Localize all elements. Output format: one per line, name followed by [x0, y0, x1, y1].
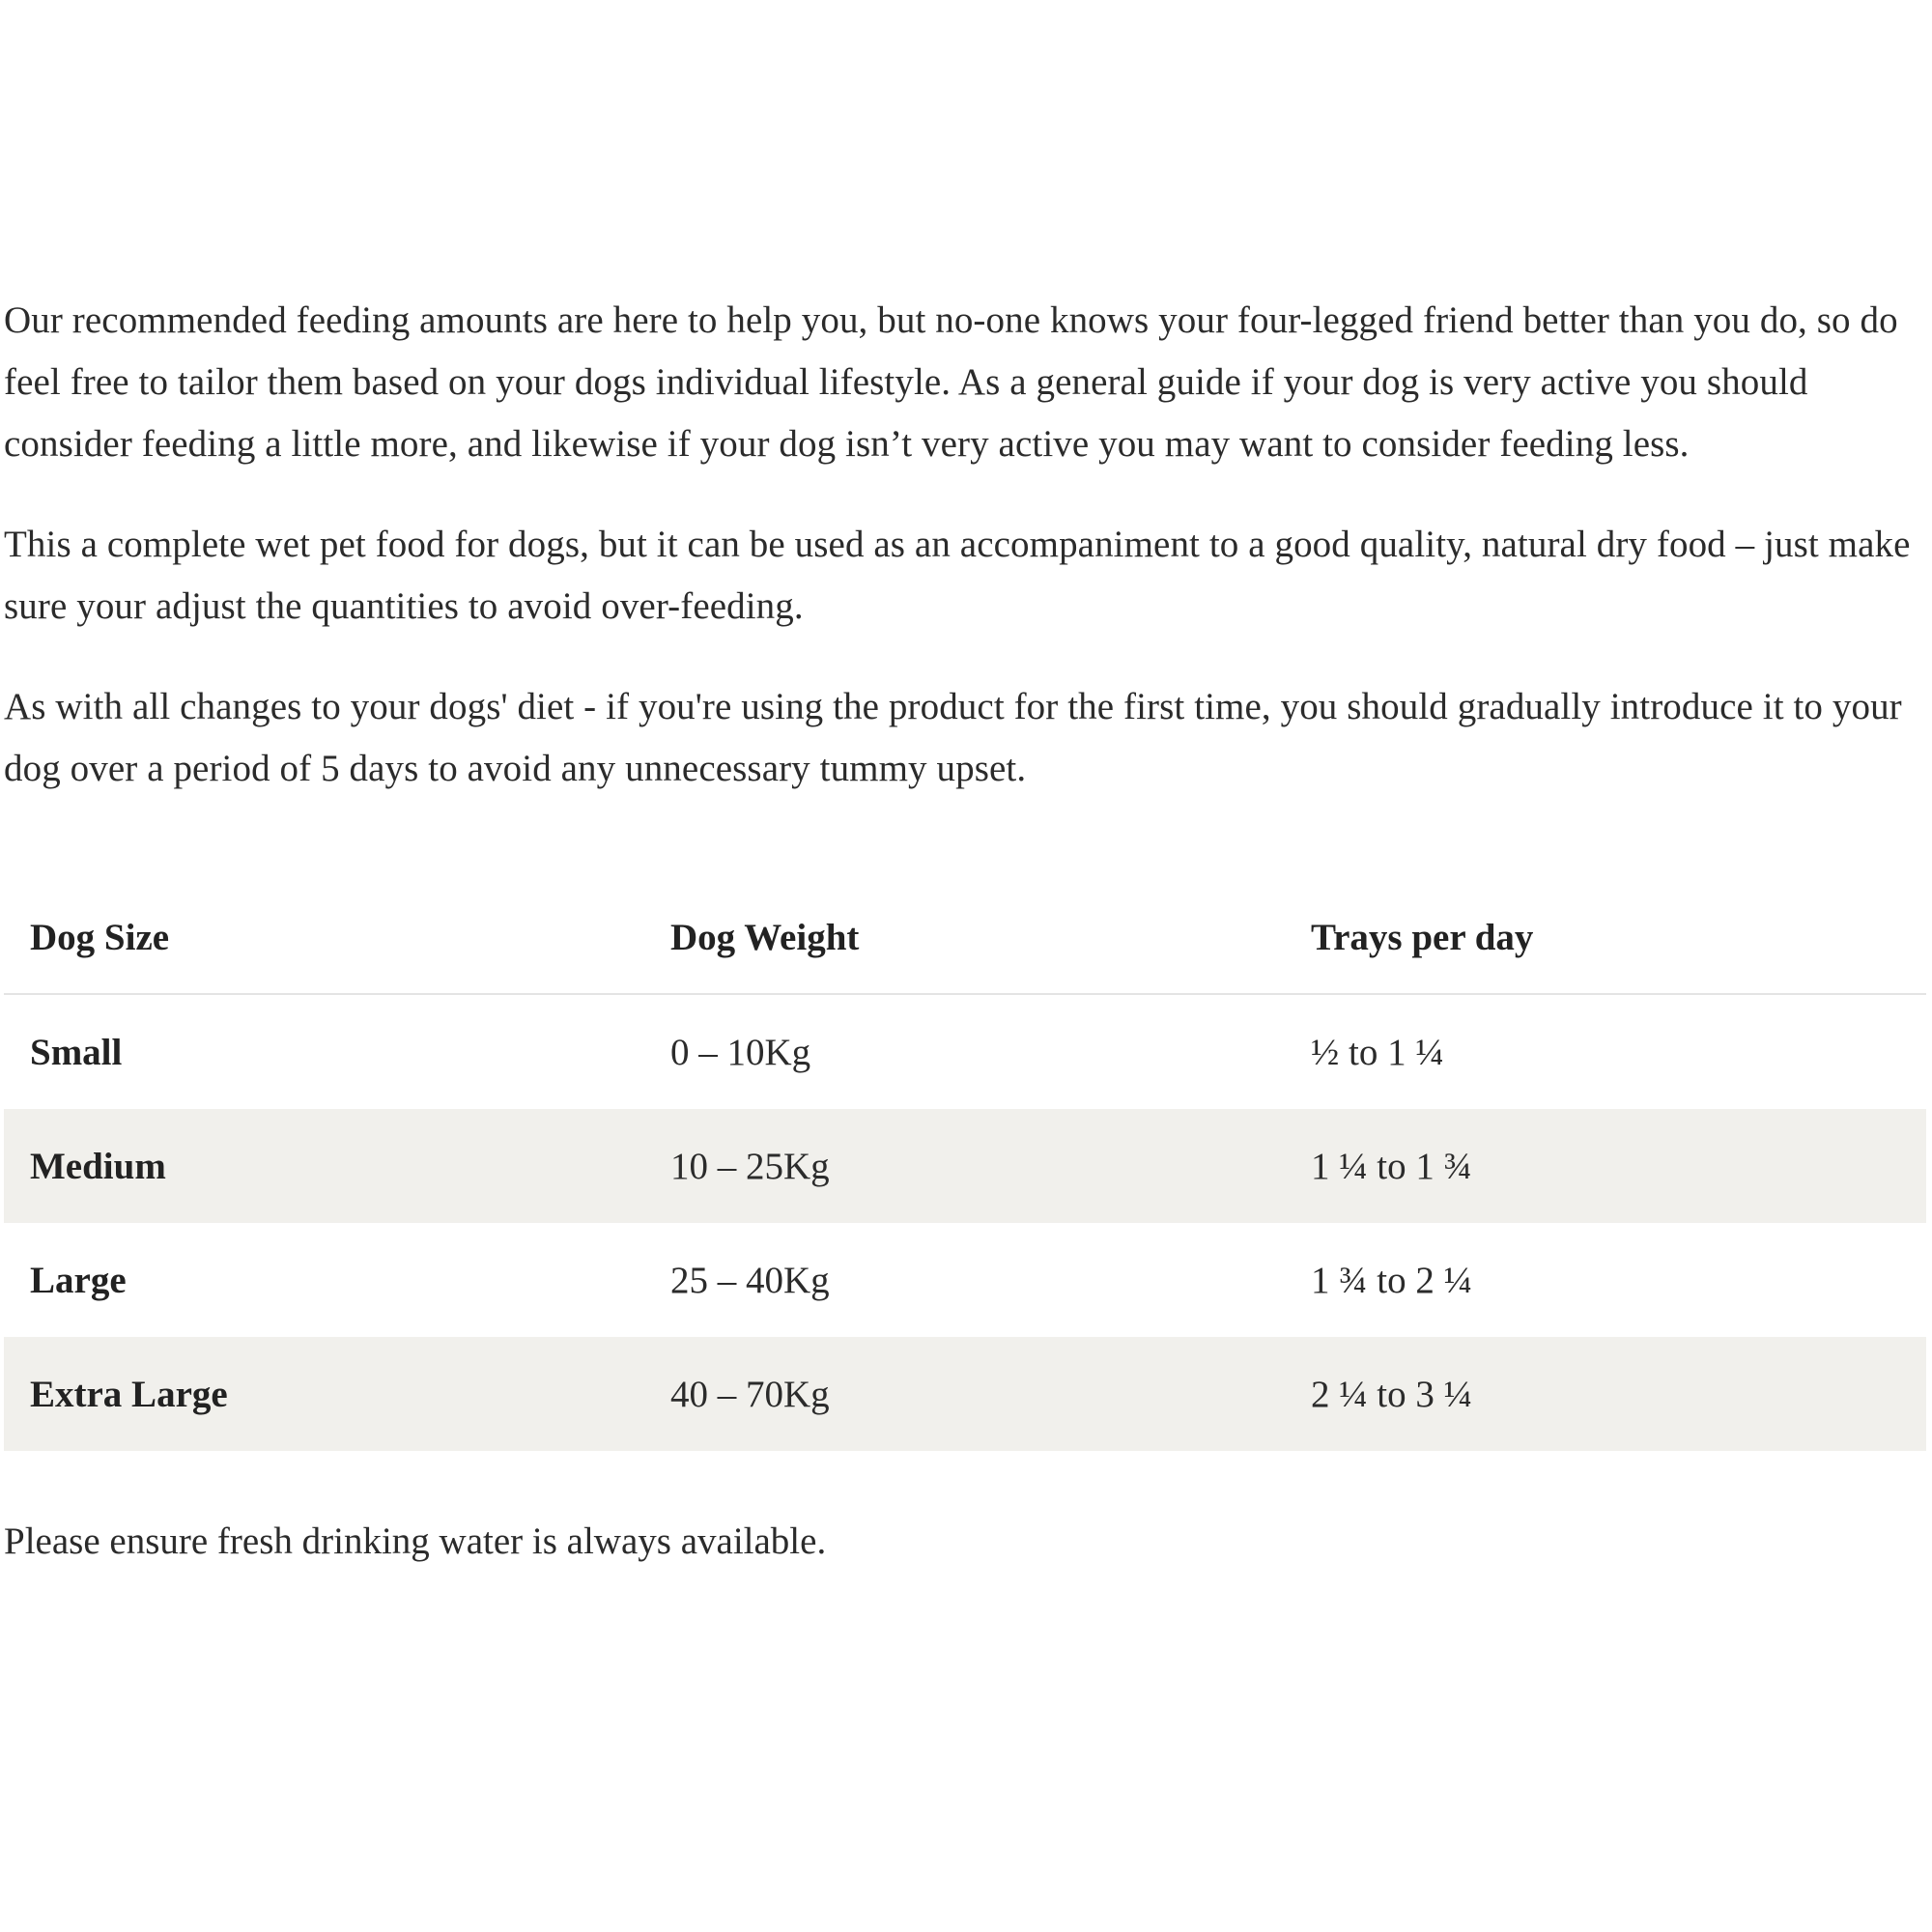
cell-dog-size: Medium	[4, 1109, 644, 1223]
header-trays-per-day: Trays per day	[1285, 881, 1926, 994]
table-header-row	[4, 881, 1926, 994]
feeding-table	[4, 881, 1926, 1451]
intro-paragraph-3: As with all changes to your dogs' diet - if you're using the product for the first time, you should gradually introduce it to your dog over a period of 5 days to avoid any unnecessary tummy upset.	[4, 686, 1902, 789]
cell-dog-size: Small	[30, 1031, 123, 1073]
table-row	[4, 1109, 1926, 1223]
water-note: Please ensure fresh drinking water is always available.	[4, 1520, 827, 1562]
cell-trays: 2 ¼ to 3 ¼	[1285, 1337, 1926, 1451]
cell-dog-size: Extra Large	[4, 1337, 644, 1451]
cell-trays: ½ to 1 ¼	[1311, 1031, 1444, 1073]
header-dog-size: Dog Size	[4, 881, 644, 994]
cell-dog-size: Large	[30, 1259, 127, 1301]
header-dog-weight: Dog Weight	[644, 881, 1285, 994]
table-row	[4, 1337, 1926, 1451]
intro-paragraph-1: Our recommended feeding amounts are here to help you, but no-one knows your four-legged friend better than you do, so do feel free to tailor them based on your dogs individual lifestyle. As a general guide if your dog is very active you should consider feeding a little more, and likewise if your dog isn’t very active you may want to consider feeding less.	[4, 299, 1898, 465]
cell-trays: 1 ¾ to 2 ¼	[1311, 1259, 1472, 1301]
cell-dog-weight: 10 – 25Kg	[644, 1109, 1285, 1223]
table-row	[4, 1223, 1926, 1337]
cell-dog-weight: 40 – 70Kg	[644, 1337, 1285, 1451]
intro-paragraph-2: This a complete wet pet food for dogs, but it can be used as an accompaniment to a good quality, natural dry food – just make sure your adjust the quantities to avoid over-feeding.	[4, 524, 1911, 627]
feeding-guide	[4, 290, 1928, 1610]
cell-dog-weight: 25 – 40Kg	[670, 1259, 830, 1301]
table-row	[4, 994, 1926, 1109]
cell-dog-weight: 0 – 10Kg	[670, 1031, 811, 1073]
cell-trays: 1 ¼ to 1 ¾	[1285, 1109, 1926, 1223]
